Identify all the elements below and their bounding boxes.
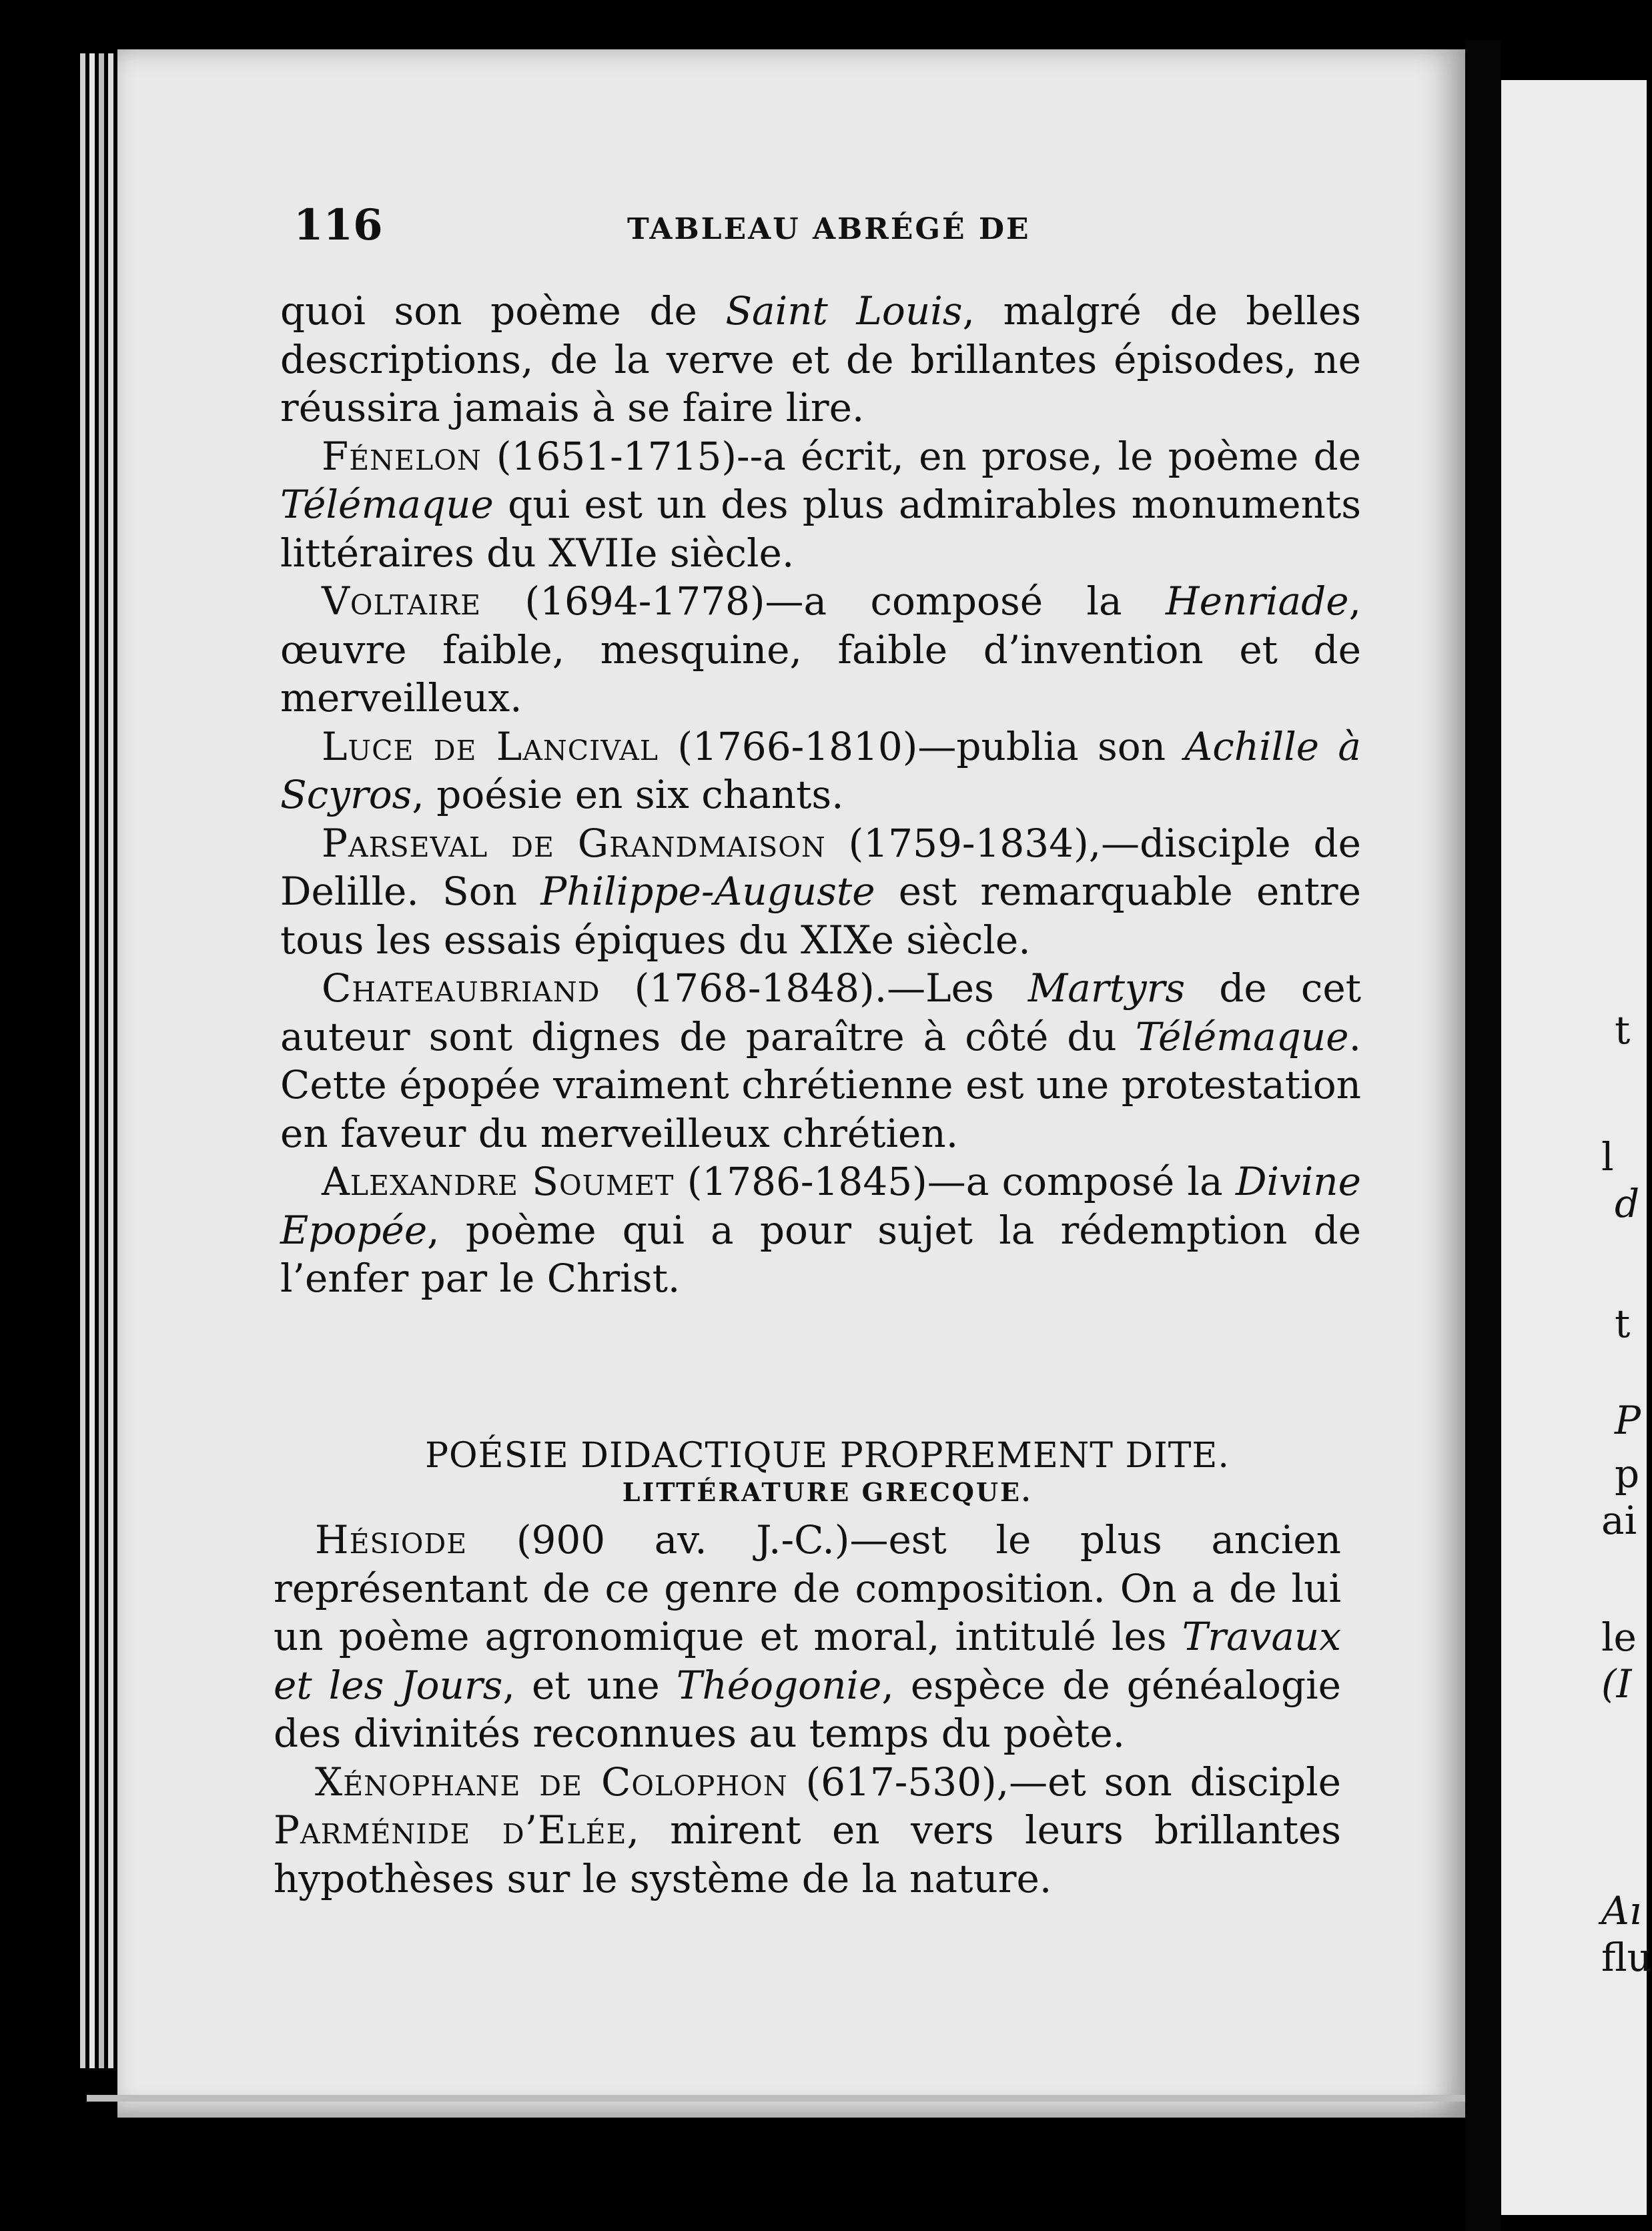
- page-edge: [99, 53, 104, 2068]
- text-run: , espèce de généalogie des divinités reconnues au temps du poète.: [274, 1662, 1341, 1756]
- entry-paragraph: [274, 1758, 1341, 1903]
- text-run: , malgré de belles descriptions, de la verve et de brillantes épisodes, ne réussira jamais à se faire lire.: [280, 288, 1361, 430]
- entry-paragraph: [274, 1516, 1341, 1758]
- author-name: Parménide d’Elée: [274, 1807, 627, 1853]
- entry-paragraph: [280, 1158, 1361, 1303]
- facing-page-fragment: t: [1615, 1301, 1631, 1346]
- facing-page-fragment: flu: [1601, 1935, 1652, 1980]
- facing-page-fragment: ai: [1601, 1498, 1637, 1543]
- work-title: Travaux et les Jours: [274, 1614, 1341, 1708]
- facing-page-fragment: p: [1615, 1451, 1640, 1496]
- facing-page-fragment: d: [1615, 1181, 1640, 1226]
- entry-paragraph: [280, 819, 1361, 965]
- text-run: (1694-1778)—a composé la: [481, 578, 1166, 624]
- author-name: Parseval de Grandmaison: [322, 820, 826, 866]
- page-edge: [108, 53, 113, 2068]
- text-run: , poème qui a pour sujet la rédemption de l’enfer par le Christ.: [280, 1207, 1361, 1301]
- book-gutter: [1465, 40, 1501, 2231]
- text-run: quoi son poème de: [280, 288, 726, 334]
- author-name: Chateaubriand: [322, 965, 600, 1011]
- text-run: , mirent en vers leurs brillantes hypothèses sur le système de la nature.: [274, 1807, 1341, 1901]
- work-title: Télémaque: [1135, 1013, 1349, 1059]
- author-name: Hésiode: [315, 1517, 468, 1563]
- text-run: . Cette épopée vraiment chrétienne est une protestation en faveur du merveilleux chrétien.: [280, 1013, 1361, 1156]
- text-run: (1651-1715)--a écrit, en prose, le poème de: [481, 433, 1361, 479]
- author-name: Xénophane de Colophon: [315, 1759, 788, 1805]
- author-name: Voltaire: [322, 578, 482, 624]
- entry-paragraph: [280, 964, 1361, 1158]
- entry-paragraph: [280, 723, 1361, 819]
- body-text-bottom: [274, 1516, 1341, 1903]
- facing-page-fragment: Aı: [1601, 1888, 1642, 1933]
- continued-paragraph: [280, 287, 1361, 432]
- work-title: Saint Louis: [725, 288, 963, 334]
- running-title: TABLEAU ABRÉGÉ DE: [627, 212, 1031, 246]
- text-run: (900 av. J.-C.)—est le plus ancien représentant de ce genre de composition. On a de lui un poème agronomique et moral, intitulé les: [274, 1517, 1341, 1659]
- entry-paragraph: [280, 577, 1361, 723]
- text-run: qui est un des plus admirables monuments littéraires du XVIIe siècle.: [280, 482, 1361, 576]
- work-title: Philippe-Auguste: [540, 869, 875, 914]
- text-run: , œuvre faible, mesquine, faible d’invention et de merveilleux.: [280, 578, 1361, 721]
- work-title: Martyrs: [1027, 965, 1186, 1011]
- text-run: (1768-1848).—Les: [600, 965, 1028, 1011]
- work-title: Télémaque: [280, 482, 494, 527]
- facing-page-fragment: l: [1601, 1134, 1614, 1180]
- work-title: Théogonie: [676, 1662, 882, 1708]
- text-run: de cet auteur sont dignes de paraître à côté du: [280, 965, 1361, 1059]
- body-text-top: [280, 287, 1361, 1303]
- facing-page-fragment: le: [1601, 1615, 1637, 1660]
- text-run: , et une: [502, 1662, 677, 1708]
- work-title: Divine Epopée: [280, 1159, 1361, 1253]
- text-run: (1766-1810)—publia son: [659, 723, 1185, 769]
- text-run: , poésie en six chants.: [412, 772, 844, 817]
- page-bottom-edge: [87, 2095, 1475, 2102]
- page-edge: [80, 53, 85, 2068]
- entry-paragraph: [280, 432, 1361, 578]
- author-name: Luce de Lancival: [322, 723, 659, 769]
- text-run: (1786-1845)—a composé la: [674, 1159, 1236, 1204]
- section-title: POÉSIE DIDACTIQUE PROPREMENT DITE.: [425, 1436, 1230, 1476]
- author-name: Fénelon: [322, 433, 482, 479]
- text-run: (1759-1834),—disciple de Delille. Son: [280, 820, 1361, 914]
- text-run: est remarquable entre tous les essais épiques du XIXe siècle.: [280, 869, 1361, 963]
- page-edge: [89, 53, 95, 2068]
- author-name: Alexandre Soumet: [322, 1159, 675, 1204]
- text-run: (617-530),—et son disciple: [787, 1759, 1342, 1805]
- facing-page-fragment: t: [1615, 1007, 1631, 1053]
- facing-page-fragment: (I: [1601, 1661, 1632, 1707]
- facing-page-fragment: P: [1615, 1398, 1641, 1443]
- work-title: Achille à Scyros: [280, 723, 1362, 817]
- subsection-title: LITTÉRATURE GRECQUE.: [622, 1477, 1033, 1507]
- work-title: Henriade: [1165, 578, 1349, 624]
- page-number: 116: [294, 200, 383, 250]
